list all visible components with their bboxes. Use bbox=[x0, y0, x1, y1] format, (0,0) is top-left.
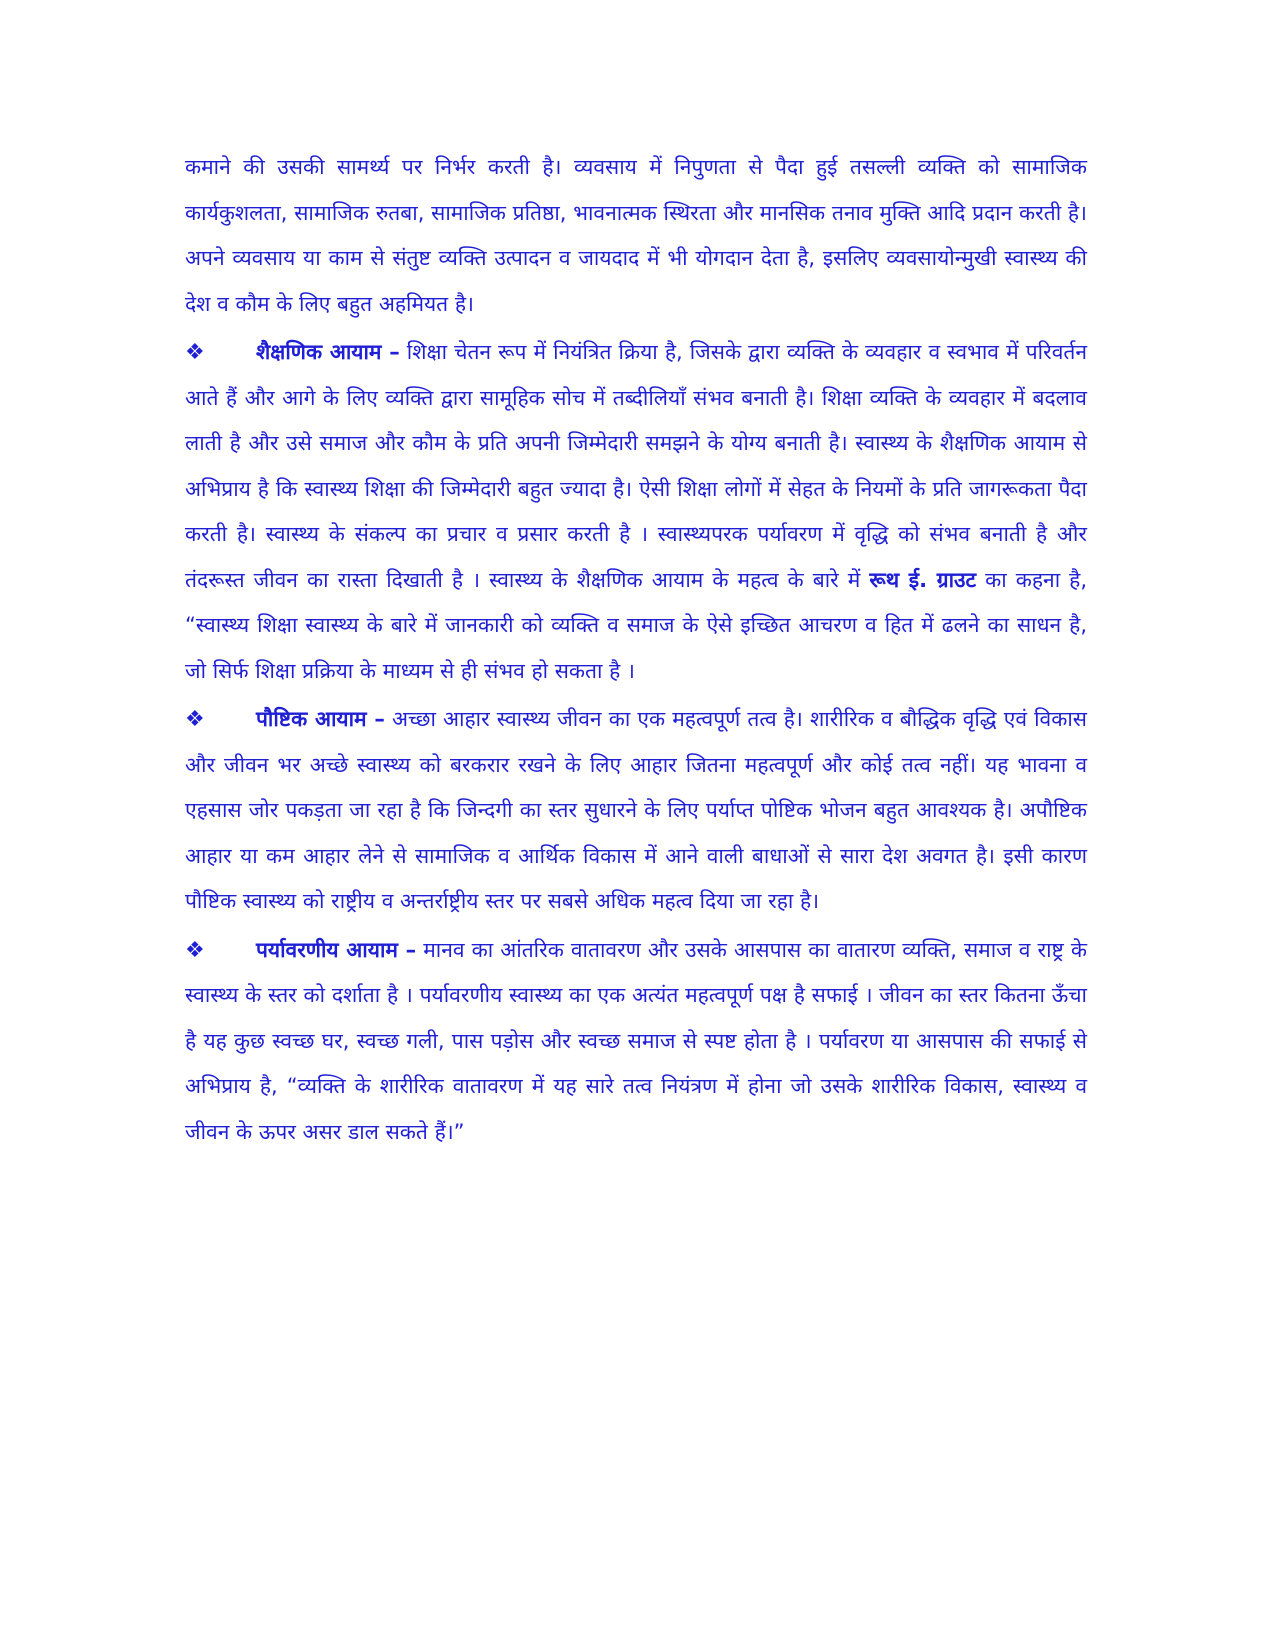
section-text-environmental: मानव का आंतरिक वातावरण और उसके आसपास का वातारण व्यक्ति, समाज व राष्ट्र के स्वास्थ्य के स्तर को दर्शाता है । पर्यावरणीय स्वास्थ्य का एक अत्यंत महत्वपूर्ण पक्ष है सफाई । जीवन का स्तर कितना ऊँचा है यह कुछ स्वच्छ घर, स्वच्छ गली, पास पड़ोस और स्वच्छ समाज से स्पष्ट होता है । पर्यावरण या आसपास की सफाई से अभिप्राय है, “व्यक्ति के शारीरिक वातावरण में यह सारे तत्व नियंत्रण में होना जो उसके शारीरिक विकास, स्वास्थ्य व जीवन के ऊपर असर डाल सकते हैं।” bbox=[185, 937, 1088, 1144]
section-heading-nutritional: पौष्टिक आयाम – bbox=[256, 707, 385, 731]
body-text bbox=[185, 145, 1087, 1155]
cited-author-name: रूथ ई. ग्राउट bbox=[869, 567, 977, 592]
section-heading-environmental: पर्यावरणीय आयाम – bbox=[256, 937, 417, 962]
diamond-bullet-icon: ❖ bbox=[185, 937, 205, 963]
diamond-bullet-icon: ❖ bbox=[185, 340, 205, 365]
section-text-educational-part2: का कहना है, “स्वास्थ्य शिक्षा स्वास्थ्य के बारे में जानकारी को व्यक्ति व समाज के ऐसे इच्छित आचरण व हित में ढलने का साधन है, जो सिर्फ शिक्षा प्रक्रिया के माध्यम से ही संभव हो सकता है । bbox=[185, 567, 1087, 683]
section-text-nutritional: अच्छा आहार स्वास्थ्य जीवन का एक महत्वपूर्ण तत्व है। शारीरिक व बौद्धिक वृद्धि एवं विकास और जीवन भर अच्छे स्वास्थ्य को बरकरार रखने के लिए आहार जितना महत्वपूर्ण और कोई तत्व नहीं। यह भावना व एहसास जोर पकड़ता जा रहा है कि जिन्दगी का स्तर सुधारने के लिए पर्याप्त पोष्टिक भोजन बहुत आवश्यक है। अपौष्टिक आहार या कम आहार लेने से सामाजिक व आर्थिक विकास में आने वाली बाधाओं से सारा देश अवगत है। इसी कारण पौष्टिक स्वास्थ्य को राष्ट्रीय व अन्तर्राष्ट्रीय स्तर पर सबसे अधिक महत्व दिया जा रहा है। bbox=[185, 707, 1087, 913]
intro-paragraph: कमाने की उसकी सामर्थ्य पर निर्भर करती है। व्यवसाय में निपुणता से पैदा हुई तसल्ली व्यक्ति को सामाजिक कार्यकुशलता, सामाजिक रुतबा, सामाजिक प्रतिष्ठा, भावनात्मक स्थिरता और मानसिक तनाव मुक्ति आदि प्रदान करती है। अपने व्यवसाय या काम से संतुष्ट व्यक्ति उत्पादन व जायदाद में भी योगदान देता है, इसलिए व्यवसायोन्मुखी स्वास्थ्य की देश व कौम के लिए बहुत अहमियत है। bbox=[185, 155, 1087, 316]
section-heading-educational: शैक्षणिक आयाम – bbox=[256, 340, 400, 364]
environmental-dimension-paragraph bbox=[185, 928, 1087, 1156]
diamond-bullet-icon: ❖ bbox=[185, 707, 205, 732]
section-text-educational-part1: शिक्षा चेतन रूप में नियंत्रित क्रिया है, जिसके द्वारा व्यक्ति के व्यवहार व स्वभाव में परिवर्तन आते हैं और आगे के लिए व्यक्ति द्वारा सामूहिक सोच में तब्दीलियाँ संभव बनाती है। शिक्षा व्यक्ति के व्यवहार में बदलाव लाती है और उसे समाज और कौम के प्रति अपनी जिम्मेदारी समझने के योग्य बनाती है। स्वास्थ्य के शैक्षणिक आयाम से अभिप्राय है कि स्वास्थ्य शिक्षा की जिम्मेदारी बहुत ज्यादा है। ऐसी शिक्षा लोगों में सेहत के नियमों के प्रति जागरूकता पैदा करती है। स्वास्थ्य के संकल्प का प्रचार व प्रसार करती है । स्वास्थ्यपरक पर्यावरण में वृद्धि को संभव बनाती है और तंदरूस्त जीवन का रास्ता दिखाती है । स्वास्थ्य के शैक्षणिक आयाम के महत्व के बारे में bbox=[185, 340, 1087, 592]
educational-dimension-paragraph bbox=[185, 330, 1087, 694]
nutritional-dimension-paragraph bbox=[185, 697, 1087, 925]
